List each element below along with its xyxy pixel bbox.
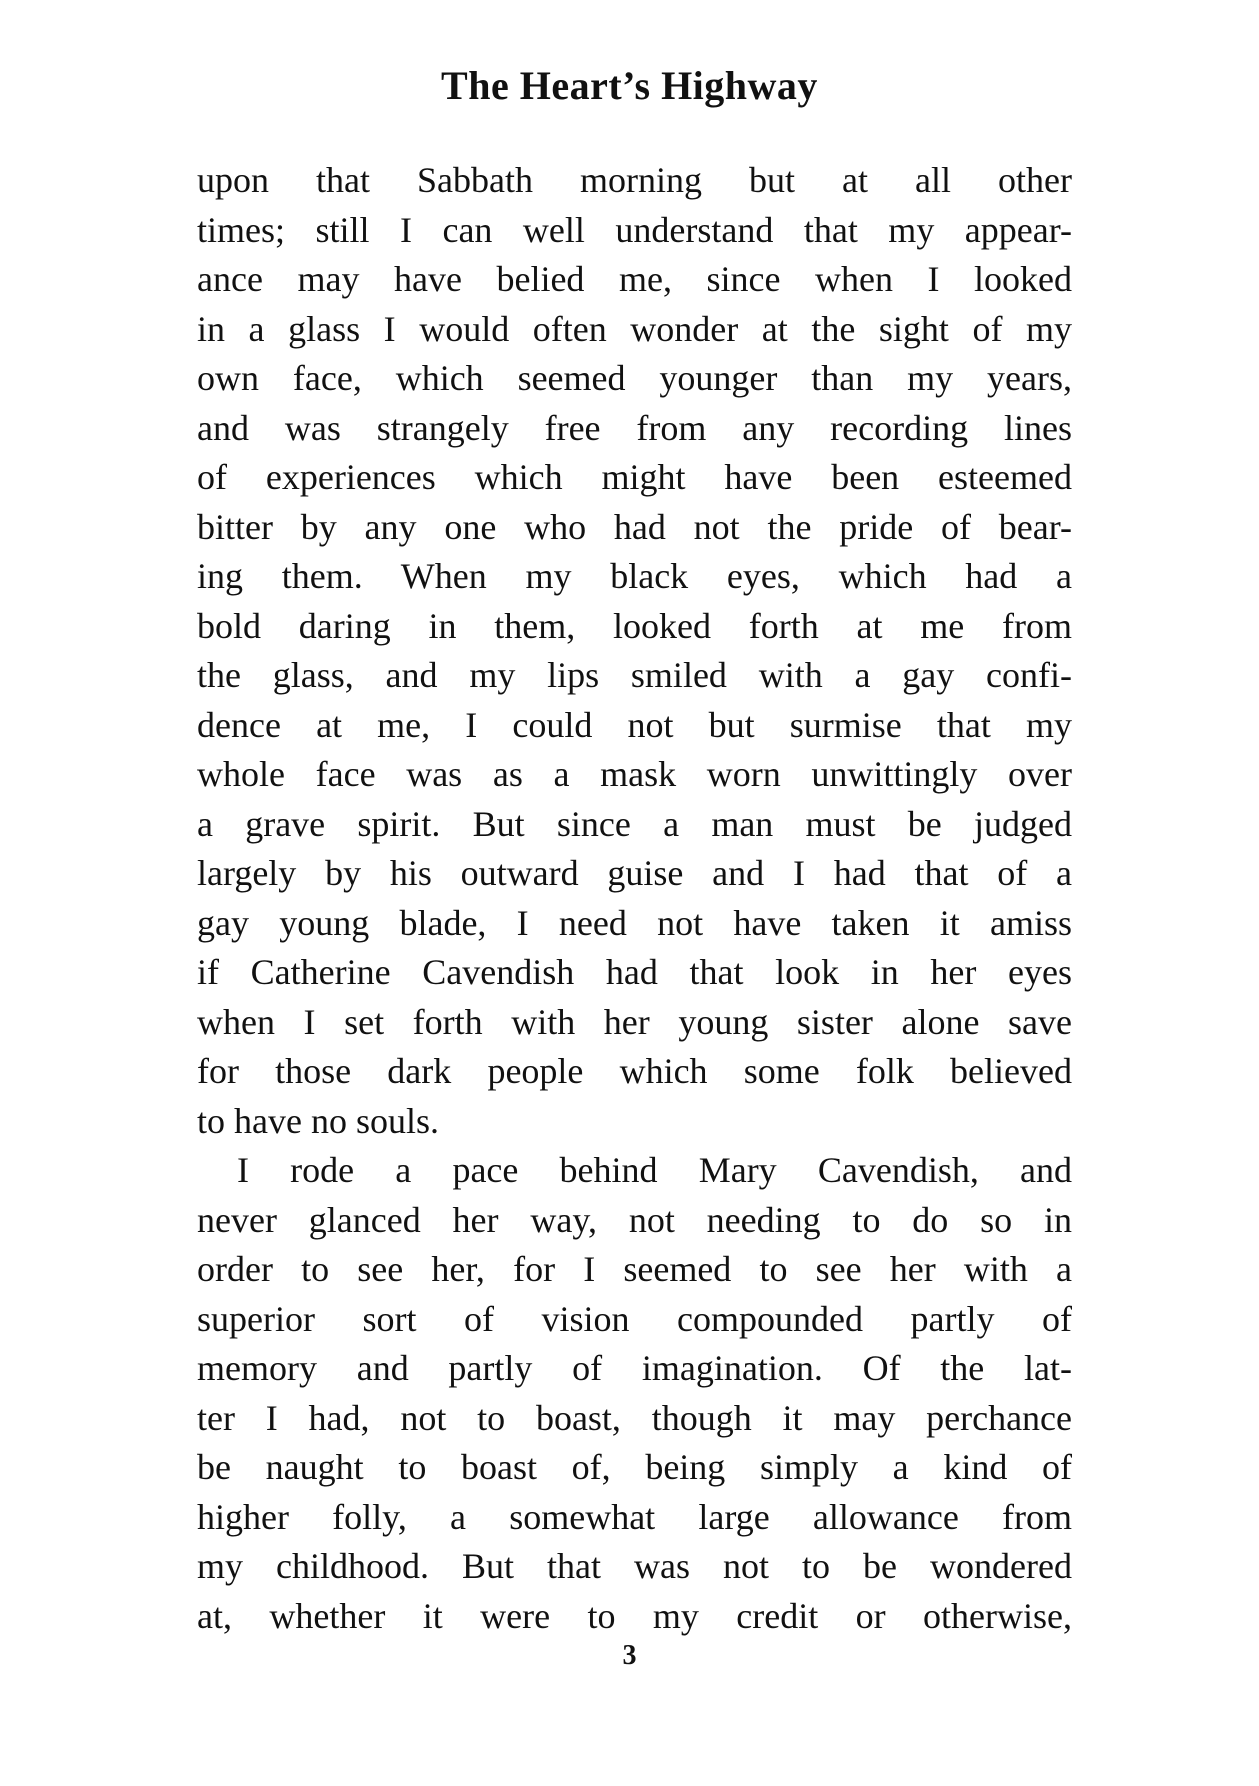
text-line: in a glass I would often wonder at the sight of my — [197, 308, 1072, 349]
text-line: own face, which seemed younger than my years, — [197, 358, 1072, 398]
text-line: bold daring in them, looked forth at me from — [197, 605, 1072, 646]
text-line: memory and partly of imagination. Of the lat- — [197, 1348, 1072, 1388]
paragraph — [197, 1146, 1072, 1641]
text-line: be naught to boast of, being simply a kind of — [197, 1447, 1072, 1487]
text-line: at, whether it were to my credit or otherwise, — [197, 1595, 1072, 1636]
text-line: times; still I can well understand that my appear- — [197, 209, 1072, 250]
text-line: and was strangely free from any recording lines — [197, 407, 1072, 448]
text-line: of experiences which might have been esteemed — [197, 457, 1072, 497]
text-line: when I set forth with her young sister alone save — [197, 1001, 1072, 1042]
body-text — [197, 156, 1072, 1641]
text-line: superior sort of vision compounded partly of — [197, 1298, 1072, 1339]
text-line: whole face was as a mask worn unwittingly over — [197, 754, 1072, 794]
text-line: order to see her, for I seemed to see her with a — [197, 1249, 1072, 1289]
text-line: upon that Sabbath morning but at all other — [197, 160, 1072, 200]
page-number: 3 — [622, 1640, 637, 1671]
text-line: to have no souls. — [197, 1100, 439, 1141]
running-head: The Heart’s Highway — [441, 63, 818, 108]
text-line: bitter by any one who had not the pride of bear- — [197, 506, 1072, 547]
text-line: largely by his outward guise and I had that of a — [197, 853, 1072, 893]
text-line: ing them. When my black eyes, which had a — [197, 556, 1072, 596]
text-line: ter I had, not to boast, though it may perchance — [197, 1397, 1072, 1438]
text-line: my childhood. But that was not to be wondered — [197, 1546, 1072, 1586]
text-line: never glanced her way, not needing to do so in — [197, 1199, 1072, 1240]
text-line: higher folly, a somewhat large allowance from — [197, 1496, 1072, 1537]
text-line: ance may have belied me, since when I looked — [197, 259, 1072, 299]
text-line: the glass, and my lips smiled with a gay confi- — [197, 655, 1072, 695]
text-line: a grave spirit. But since a man must be judged — [197, 803, 1072, 844]
text-line: for those dark people which some folk believed — [197, 1051, 1072, 1091]
text-line: gay young blade, I need not have taken it amiss — [197, 902, 1072, 943]
text-line: if Catherine Cavendish had that look in her eyes — [197, 952, 1072, 992]
text-line: I rode a pace behind Mary Cavendish, and — [237, 1150, 1072, 1190]
paragraph — [197, 156, 1072, 1146]
text-line: dence at me, I could not but surmise that my — [197, 704, 1072, 745]
